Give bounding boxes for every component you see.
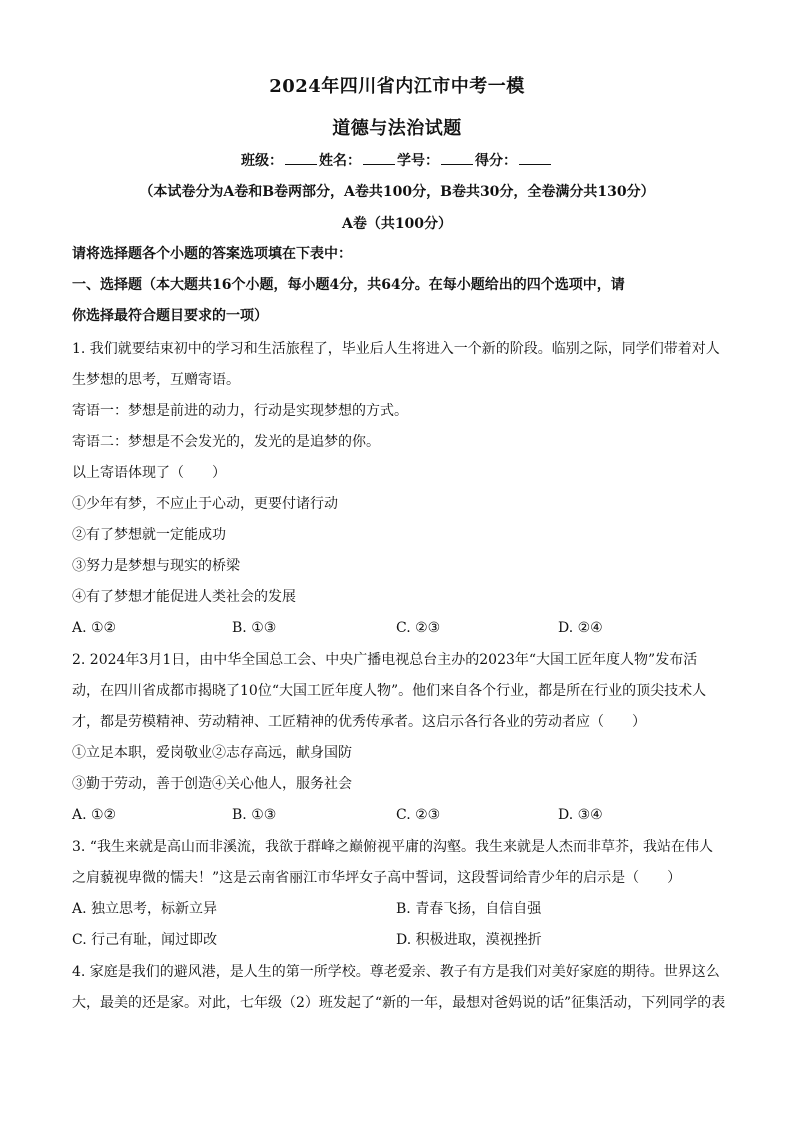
q1-option-a[interactable]: A. ①② (72, 620, 117, 636)
q2-option-d[interactable]: D. ③④ (558, 807, 603, 823)
q2-option-b[interactable]: B. ①③ (232, 807, 277, 823)
class-label: 班级： (241, 153, 283, 169)
q1-option-d[interactable]: D. ②④ (558, 620, 603, 636)
q3-stem-line2: 之肩藐视卑微的懦夫！”这是云南省丽江市华坪女子高中誓词，这段誓词给青少年的启示是（ ） (72, 870, 682, 886)
q1-stem-line5: 以上寄语体现了（ ） (72, 465, 226, 481)
q1-statement-1: ①少年有梦，不应止于心动，更要付诸行动 (72, 496, 338, 512)
q1-statement-2: ②有了梦想就一定能成功 (72, 527, 226, 543)
q1-statement-4: ④有了梦想才能促进人类社会的发展 (72, 589, 296, 605)
score-blank[interactable] (519, 150, 551, 165)
exam-title: 2024年四川省内江市中考一模 (269, 76, 525, 97)
score-label: 得分： (475, 153, 517, 169)
section-a-heading: A卷（共100分） (341, 216, 453, 232)
q3-option-a[interactable]: A. 独立思考，标新立异 (72, 901, 218, 917)
q1-option-b[interactable]: B. ①③ (232, 620, 277, 636)
q4-stem-line2: 大，最美的还是家。对此，七年级（2）班发起了“新的一年，最想对爸妈说的话”征集活动，下列同学的表 (72, 995, 726, 1011)
q3-option-c[interactable]: C. 行己有耻，闻过即改 (72, 932, 218, 948)
q2-stem-line2: 动，在四川省成都市揭晓了10位“大国工匠年度人物”。他们来自各个行业，都是所在行业的顶尖技术人 (72, 683, 707, 699)
name-blank[interactable] (363, 150, 395, 165)
answer-instruction: 请将选择题各个小题的答案选项填在下表中： (72, 246, 352, 262)
q1-stem-line2: 生梦想的思考，互赠寄语。 (72, 372, 240, 388)
part1-heading-line2: 你选择最符合题目要求的一项） (72, 308, 268, 324)
q4-stem-line1: 4. 家庭是我们的避风港，是人生的第一所学校。尊老爱亲、教子有方是我们对美好家庭的期待。世界这么 (72, 964, 720, 980)
q2-statement-1: ①立足本职，爱岗敬业②志存高远，献身国防 (72, 745, 352, 761)
q2-option-c[interactable]: C. ②③ (396, 807, 441, 823)
class-blank[interactable] (285, 150, 317, 165)
q1-statement-3: ③努力是梦想与现实的桥梁 (72, 558, 240, 574)
name-label: 姓名： (319, 153, 361, 169)
exam-note: （本试卷分为A卷和B卷两部分，A卷共100分，B卷共30分，全卷满分共130分） (139, 184, 655, 200)
q1-stem-line3: 寄语一：梦想是前进的动力，行动是实现梦想的方式。 (72, 403, 408, 419)
q2-option-a[interactable]: A. ①② (72, 807, 117, 823)
id-blank[interactable] (441, 150, 473, 165)
q2-statement-2: ③勤于劳动，善于创造④关心他人，服务社会 (72, 776, 352, 792)
q3-option-b[interactable]: B. 青春飞扬，自信自强 (396, 901, 542, 917)
q1-option-c[interactable]: C. ②③ (396, 620, 441, 636)
q2-stem-line3: 才，都是劳模精神、劳动精神、工匠精神的优秀传承者。这启示各行各业的劳动者应（ ） (72, 714, 646, 730)
part1-heading-line1: 一、选择题（本大题共16个小题，每小题4分，共64分。在每小题给出的四个选项中，请 (72, 277, 625, 293)
q3-stem-line1: 3. “我生来就是高山而非溪流，我欲于群峰之巅俯视平庸的沟壑。我生来就是人杰而非草芥，我站在伟人 (72, 839, 713, 855)
q1-stem-line4: 寄语二：梦想是不会发光的，发光的是追梦的你。 (72, 434, 380, 450)
q2-stem-line1: 2. 2024年3月1日，由中华全国总工会、中央广播电视总台主办的2023年“大国工匠年度人物”发布活 (72, 652, 698, 668)
q3-option-d[interactable]: D. 积极进取，漠视挫折 (396, 932, 542, 948)
exam-subtitle: 道德与法治试题 (332, 118, 462, 139)
student-info-row (0, 150, 794, 170)
id-label: 学号： (397, 153, 439, 169)
q1-stem-line1: 1. 我们就要结束初中的学习和生活旅程了，毕业后人生将进入一个新的阶段。临别之际，同学们带着对人 (72, 341, 720, 357)
